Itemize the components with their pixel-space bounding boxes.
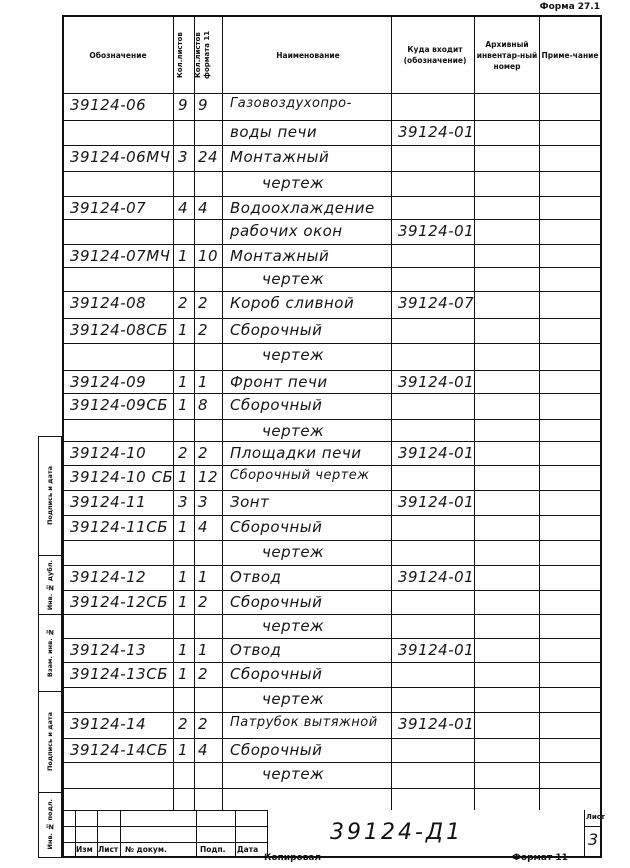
row-designation: 39124-07МЧ (70, 247, 171, 265)
row-where-used: 39124-01 (398, 715, 475, 733)
side-margin-strip (38, 436, 62, 858)
row-name: Зонт (230, 493, 270, 511)
row-name: чертеж (262, 174, 325, 192)
row-name: Отвод (230, 641, 282, 659)
row-designation: 39124-10 СБ (70, 468, 174, 486)
row-where-used: 39124-01 (398, 641, 475, 659)
row-name: чертеж (262, 765, 325, 783)
header-archive: Архивный инвентар-ный номер (476, 39, 538, 71)
row-sheets-format: 4 (198, 518, 209, 536)
row-sheets-format: 12 (198, 468, 219, 486)
row-name: Сборочный (230, 741, 323, 759)
sheet-label: Лист (586, 813, 605, 821)
format-label: Формат 11 (512, 853, 568, 863)
row-name: Сборочный (230, 396, 323, 414)
row-name: чертеж (262, 617, 325, 635)
header-designation: Обозначение (89, 50, 147, 60)
row-sheets-count: 1 (178, 468, 189, 486)
header-sheets-count: Кол.листов (176, 32, 184, 78)
row-name: чертеж (262, 270, 325, 288)
row-sheets-count: 3 (178, 493, 189, 511)
row-sheets-count: 1 (178, 568, 189, 586)
row-where-used: 39124-07 (398, 294, 475, 312)
row-sheets-count: 1 (178, 741, 189, 759)
row-sheets-format: 10 (198, 247, 219, 265)
row-sheets-format: 2 (198, 444, 209, 462)
header-where-used: Куда входит (обозначение) (403, 45, 467, 65)
header-note: Приме-чание (541, 50, 599, 60)
row-name: Газовоздухопро- (230, 96, 352, 111)
row-name: Сборочный (230, 518, 323, 536)
row-sheets-format: 2 (198, 715, 209, 733)
row-name: Сборочный (230, 321, 323, 339)
row-name: Сборочный (230, 593, 323, 611)
row-where-used: 39124-01 (398, 222, 475, 240)
row-sheets-format: 4 (198, 199, 209, 217)
row-designation: 39124-12 (70, 568, 147, 586)
row-sheets-format: 2 (198, 593, 209, 611)
row-name: Отвод (230, 568, 282, 586)
row-name: Площадки печи (230, 444, 362, 462)
side-cell-vzam: Взам. инв. № (39, 615, 61, 692)
header-sheets-format: Кол.листов формата 11 (194, 30, 211, 80)
row-designation: 39124-08 (70, 294, 147, 312)
row-sheets-format: 2 (198, 665, 209, 683)
row-sheets-count: 1 (178, 665, 189, 683)
side-cell-sign-date-bottom: Подпись и дата (39, 692, 61, 793)
row-sheets-count: 1 (178, 321, 189, 339)
row-where-used: 39124-01 (398, 123, 475, 141)
row-name: чертеж (262, 543, 325, 561)
side-cell-podl: Инв. № подл. (46, 799, 54, 850)
row-designation: 39124-11 (70, 493, 147, 511)
row-sheets-format: 1 (198, 373, 209, 391)
row-name: Патрубок вытяжной (230, 715, 378, 730)
row-sheets-count: 3 (178, 148, 189, 166)
row-name: чертеж (262, 422, 325, 440)
row-designation: 39124-10 (70, 444, 147, 462)
row-name: Сборочный чертеж (230, 468, 370, 483)
row-designation: 39124-11СБ (70, 518, 168, 536)
row-name: чертеж (262, 346, 325, 364)
stamp-list: Лист (98, 845, 119, 854)
row-name: чертеж (262, 690, 325, 708)
form-label: Форма 27.1 (539, 2, 600, 12)
row-where-used: 39124-01 (398, 373, 475, 391)
copied-label: Копировал (264, 853, 322, 863)
row-designation: 39124-14 (70, 715, 147, 733)
stamp-date: Дата (237, 845, 259, 854)
side-cell-dubl: Инв. № дубл. (39, 556, 61, 615)
stamp-podp: Подп. (200, 845, 226, 854)
row-sheets-count: 1 (178, 641, 189, 659)
row-designation: 39124-08СБ (70, 321, 168, 339)
row-designation: 39124-13СБ (70, 665, 168, 683)
header-name: Наименование (276, 50, 340, 60)
row-sheets-format: 9 (198, 96, 209, 114)
row-sheets-count: 1 (178, 518, 189, 536)
row-name: воды печи (230, 123, 318, 141)
row-designation: 39124-12СБ (70, 593, 168, 611)
stamp-izm: Изм (76, 845, 93, 854)
row-name: Короб сливной (230, 294, 355, 312)
row-sheets-count: 1 (178, 396, 189, 414)
row-name: Монтажный (230, 247, 330, 265)
row-designation: 39124-09СБ (70, 396, 168, 414)
row-sheets-format: 2 (198, 294, 209, 312)
row-sheets-format: 4 (198, 741, 209, 759)
row-designation: 39124-07 (70, 199, 147, 217)
sheet-number: 3 (588, 830, 599, 849)
row-sheets-format: 3 (198, 493, 209, 511)
row-designation: 39124-09 (70, 373, 147, 391)
row-sheets-count: 2 (178, 715, 189, 733)
row-name: Сборочный (230, 665, 323, 683)
row-sheets-count: 1 (178, 373, 189, 391)
row-where-used: 39124-01 (398, 493, 475, 511)
row-designation: 39124-06МЧ (70, 148, 171, 166)
row-designation: 39124-13 (70, 641, 147, 659)
stamp-doc-no: № докум. (125, 845, 167, 854)
row-name: Водоохлаждение (230, 199, 375, 217)
row-where-used: 39124-01 (398, 444, 475, 462)
row-sheets-format: 1 (198, 641, 209, 659)
row-sheets-count: 2 (178, 444, 189, 462)
row-sheets-format: 8 (198, 396, 209, 414)
row-where-used: 39124-01 (398, 568, 475, 586)
row-sheets-count: 2 (178, 294, 189, 312)
row-sheets-count: 1 (178, 247, 189, 265)
side-cell-sign-date-top: Подпись и дата (39, 437, 61, 556)
row-sheets-format: 24 (198, 148, 219, 166)
row-sheets-count: 9 (178, 96, 189, 114)
row-sheets-count: 4 (178, 199, 189, 217)
row-name: рабочих окон (230, 222, 343, 240)
row-designation: 39124-06 (70, 96, 147, 114)
row-sheets-count: 1 (178, 593, 189, 611)
document-code: 39124-Д1 (330, 820, 464, 845)
row-sheets-format: 1 (198, 568, 209, 586)
row-name: Фронт печи (230, 373, 328, 391)
row-sheets-format: 2 (198, 321, 209, 339)
row-designation: 39124-14СБ (70, 741, 168, 759)
row-name: Монтажный (230, 148, 330, 166)
